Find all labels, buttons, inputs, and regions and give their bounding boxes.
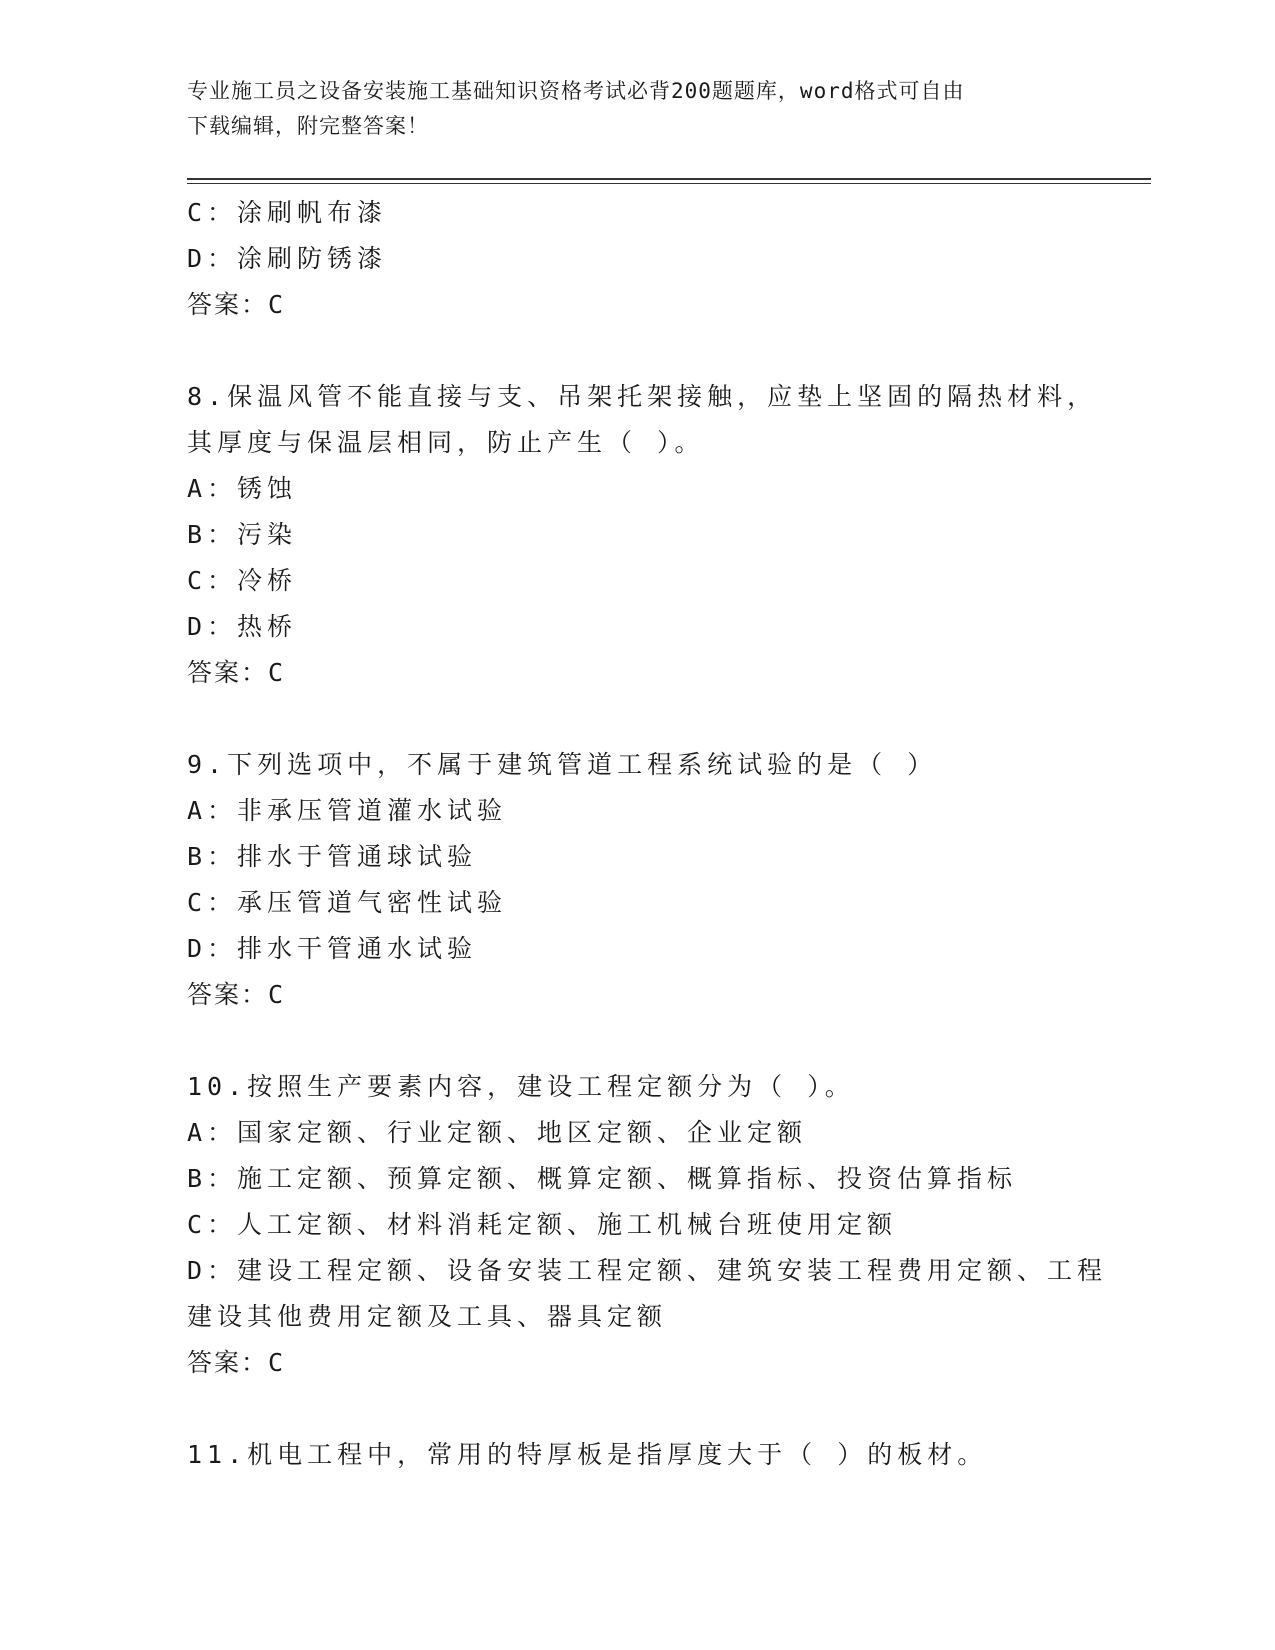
option-c: C：冷桥 [187,566,298,595]
question-10 [187,1064,1108,1386]
question-spacer [187,696,1087,742]
header-title-line-2: 下载编辑，附完整答案！ [187,114,429,138]
option-a: A：锈蚀 [187,474,298,503]
question-7 [187,190,1087,328]
question-9 [187,742,1087,1018]
question-11 [187,1432,1087,1478]
option-b: B：排水于管通球试验 [187,842,478,871]
option-b: B：施工定额、预算定额、概算定额、概算指标、投资估算指标 [187,1164,1018,1193]
question-spacer [187,1386,1087,1432]
question-spacer [187,328,1087,374]
option-d: D：热桥 [187,612,298,641]
header-title-line-1: 专业施工员之设备安装施工基础知识资格考试必背200题题库，word格式可自由 [187,79,965,103]
question-8 [187,374,1098,696]
question-list [187,190,1108,1478]
question-text: 9.下列选项中，不属于建筑管道工程系统试验的是（ ） [187,750,938,779]
document-header [187,74,1087,144]
option-d: D：排水干管通水试验 [187,934,478,963]
answer-line: 答案：C [187,290,286,319]
header-divider-thick [187,178,1151,180]
option-c: C：涂刷帆布漆 [187,198,388,227]
question-text: 其厚度与保温层相同，防止产生（ ）。 [187,428,705,457]
option-a: A：国家定额、行业定额、地区定额、企业定额 [187,1118,808,1147]
option-a: A：非承压管道灌水试验 [187,796,508,825]
option-b: B：污染 [187,520,298,549]
option-c: C：人工定额、材料消耗定额、施工机械台班使用定额 [187,1210,898,1239]
question-spacer [187,1018,1087,1064]
option-d: D：建设工程定额、设备安装工程定额、建筑安装工程费用定额、工程 [187,1256,1108,1285]
header-divider-thin [187,183,1151,184]
answer-line: 答案：C [187,658,286,687]
question-text: 8.保温风管不能直接与支、吊架托架接触，应垫上坚固的隔热材料， [187,382,1098,411]
question-text: 11.机电工程中，常用的特厚板是指厚度大于（ ）的板材。 [187,1440,988,1469]
option-d: D：涂刷防锈漆 [187,244,388,273]
answer-line: 答案：C [187,1348,286,1377]
answer-line: 答案：C [187,980,286,1009]
option-c: C：承压管道气密性试验 [187,888,508,917]
option-d-continued: 建设其他费用定额及工具、器具定额 [187,1302,668,1331]
question-text: 10.按照生产要素内容，建设工程定额分为（ ）。 [187,1072,855,1101]
